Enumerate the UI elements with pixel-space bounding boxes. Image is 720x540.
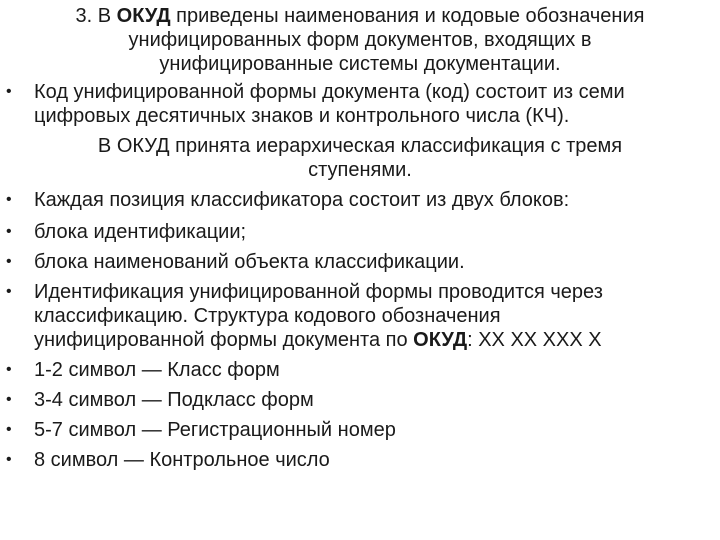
ident-text: унифицированной формы документа по bbox=[34, 329, 414, 351]
intro-prefix: 3. В bbox=[75, 5, 117, 27]
okud-term: ОКУД bbox=[413, 329, 468, 351]
intro-line-1 bbox=[0, 4, 720, 28]
ident-item-line-1: Идентификация унифицированной формы проводится через bbox=[34, 281, 603, 303]
intro-line-3: унифицированные системы документации. bbox=[159, 53, 561, 75]
bullet-marker: • bbox=[6, 391, 12, 408]
okud-term: ОКУД bbox=[116, 5, 171, 27]
bullet-marker: • bbox=[6, 283, 12, 300]
bullet-marker: • bbox=[6, 451, 12, 468]
bullet-marker: • bbox=[6, 83, 12, 100]
bullet-marker: • bbox=[6, 223, 12, 240]
symbol-item: 8 символ — Контрольное число bbox=[34, 449, 330, 471]
bullet-marker: • bbox=[6, 253, 12, 270]
ident-item-line-2: классификацию. Структура кодового обозначения bbox=[34, 305, 501, 327]
block-names-item: блока наименований объекта классификации. bbox=[34, 251, 465, 273]
symbol-item: 1-2 символ — Класс форм bbox=[34, 359, 280, 381]
bullet-marker: • bbox=[6, 421, 12, 438]
code-item-line-1: Код унифицированной формы документа (код) состоит из семи bbox=[34, 81, 625, 103]
bullet-marker: • bbox=[6, 361, 12, 378]
symbol-item: 3-4 символ — Подкласс форм bbox=[34, 389, 314, 411]
bullet-marker: • bbox=[6, 191, 12, 208]
code-pattern: : XX XX XXX X bbox=[467, 329, 602, 351]
blocks-item: Каждая позиция классификатора состоит из двух блоков: bbox=[34, 189, 570, 211]
intro-text: приведены наименования и кодовые обозначения bbox=[170, 5, 645, 27]
hierarchy-line-2: ступенями. bbox=[308, 159, 412, 181]
intro-line-2: унифицированных форм документов, входящих в bbox=[128, 29, 592, 51]
ident-item-line-3 bbox=[34, 328, 602, 352]
block-ident-item: блока идентификации; bbox=[34, 221, 247, 243]
code-item-line-2: цифровых десятичных знаков и контрольного числа (КЧ). bbox=[34, 105, 570, 127]
symbol-item: 5-7 символ — Регистрационный номер bbox=[34, 419, 396, 441]
hierarchy-line-1: В ОКУД принята иерархическая классификация с тремя bbox=[97, 135, 623, 157]
